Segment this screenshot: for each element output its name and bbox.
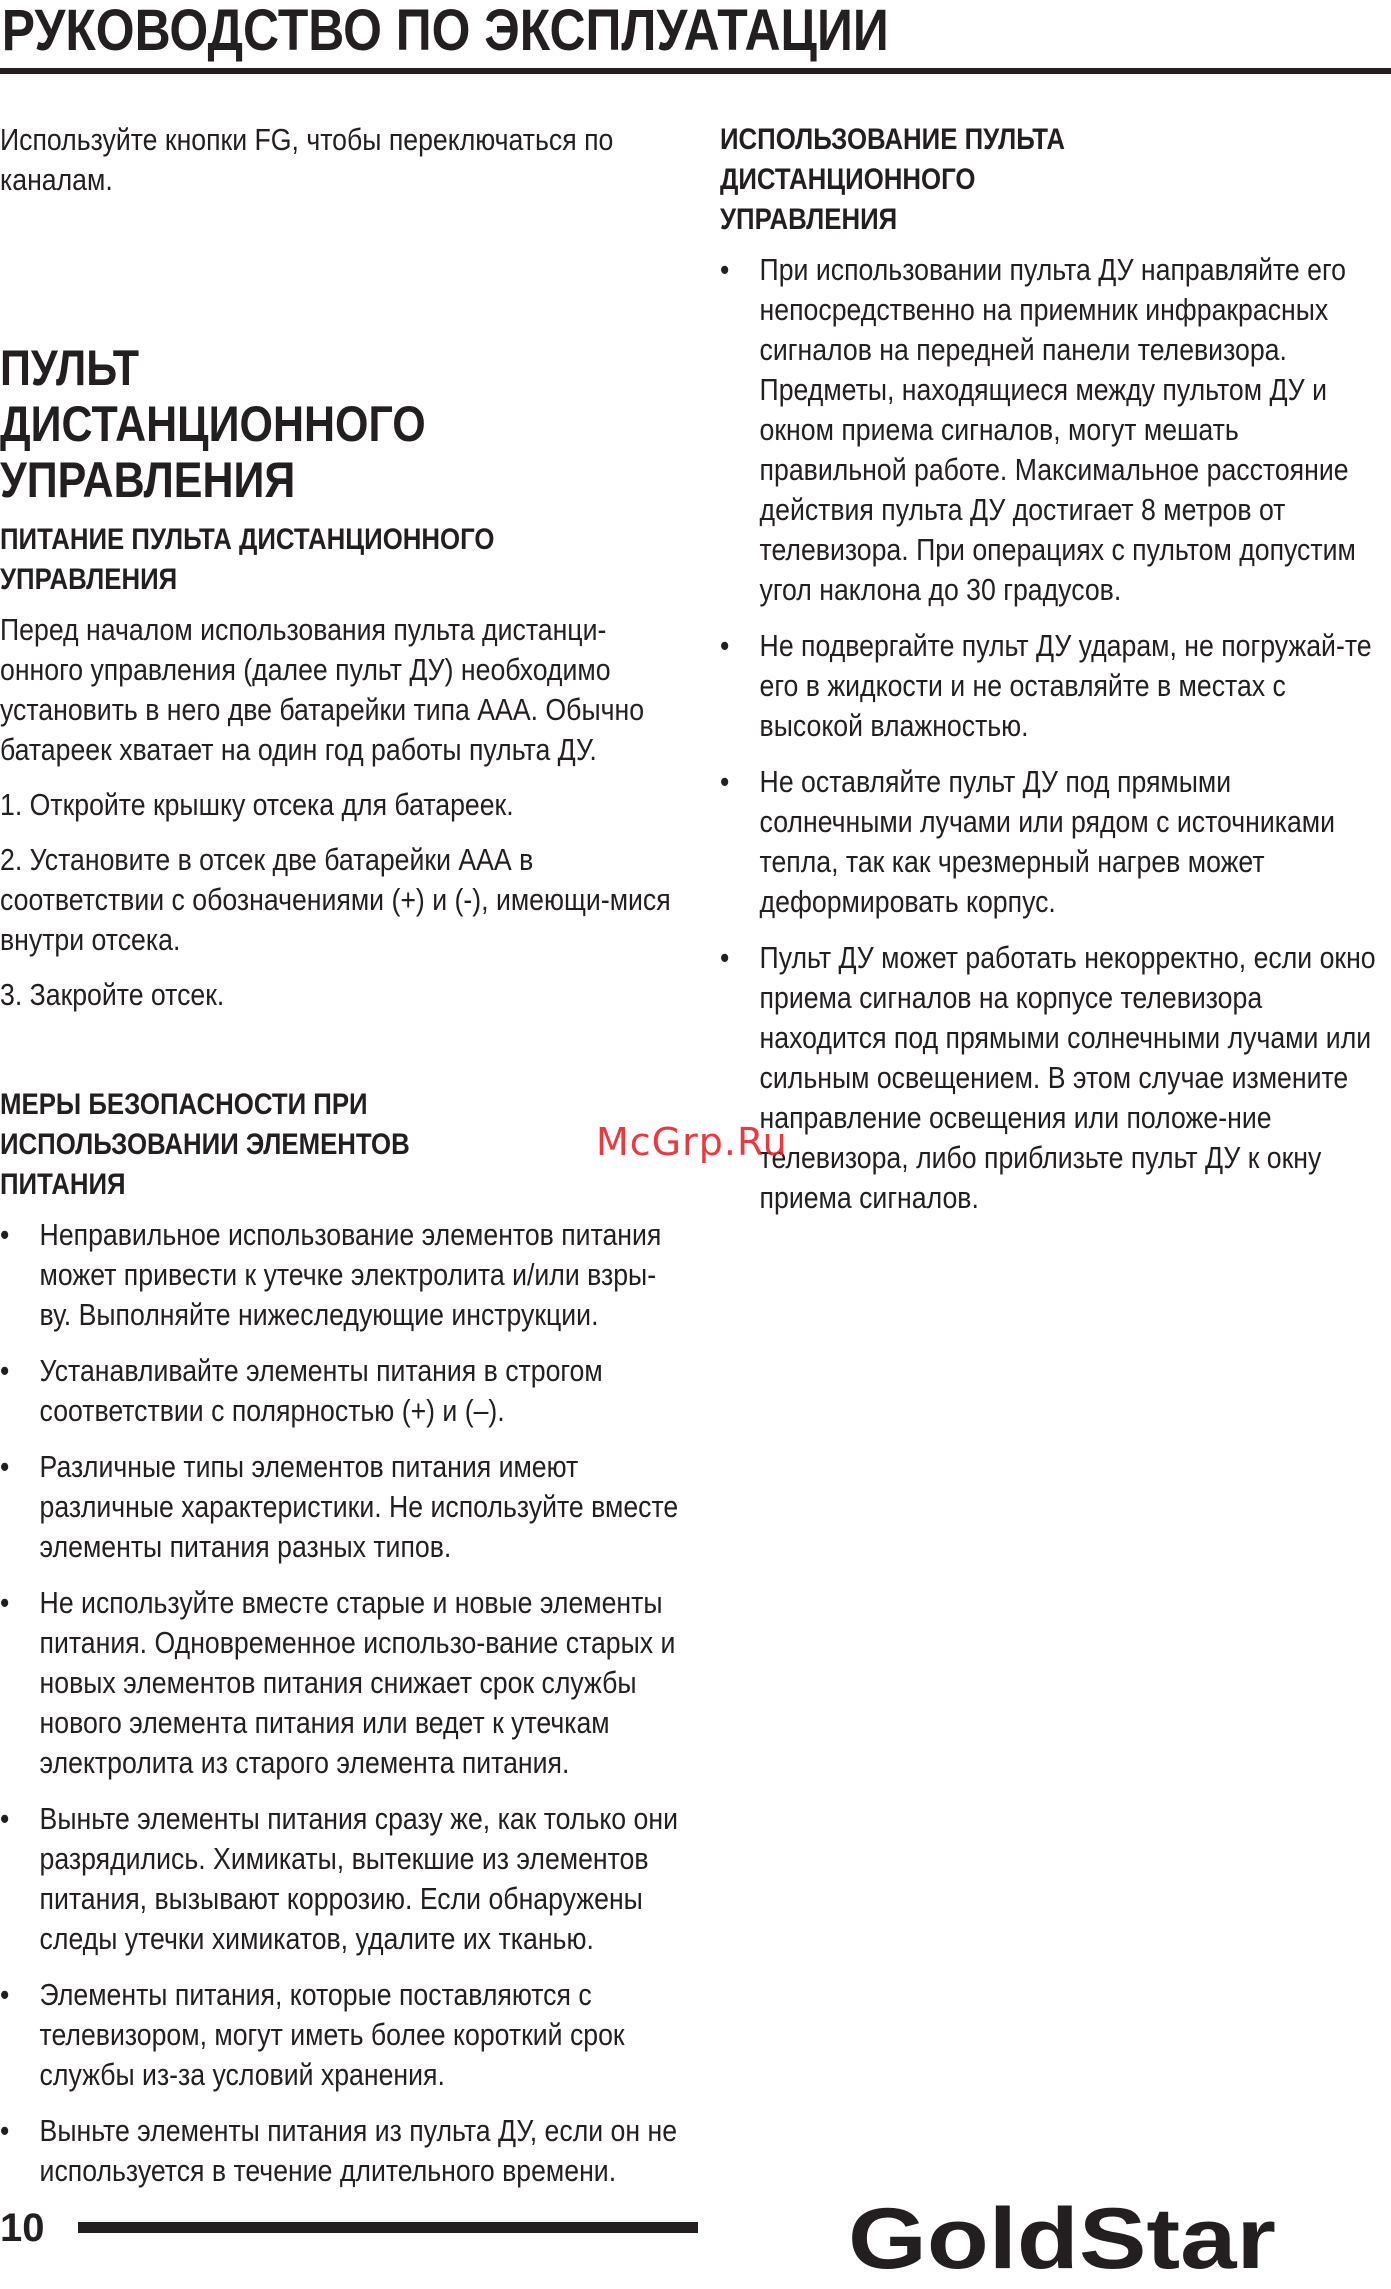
brand-logo-text: GoldStar bbox=[848, 2196, 1276, 2276]
list-item: • Не используйте вместе старые и новые элементы питания. Одновременное использо-вание старых и новых элементов питания снижает срок службы нового элемента питания или ведет к утечкам электролита из старого элемента питания. bbox=[0, 1585, 676, 1780]
page-number: 10 bbox=[0, 2206, 45, 2250]
section-title-remote: ПУЛЬТ ДИСТАНЦИОННОГО УПРАВЛЕНИЯ bbox=[0, 340, 426, 508]
bullet-icon: • bbox=[720, 940, 730, 975]
list-item: • При использовании пульта ДУ направляйте его непосредственно на приемник инфракрасных сигналов на передней панели телевизора. Предметы, находящиеся между пультом ДУ и окном приема сигналов, могут мешать правильной работе. Максимальное расстояние действия пульта ДУ достигает 8 метров от телевизора. При операциях с пультом допустим угол наклона до 30 градусов. bbox=[720, 252, 1356, 607]
intro-text: Используйте кнопки FG, чтобы переключаться по каналам. bbox=[0, 122, 614, 197]
bullet-icon: • bbox=[0, 1217, 10, 1252]
list-item: • Элементы питания, которые поставляются с телевизором, могут иметь более короткий срок службы из-за условий хранения. bbox=[0, 1977, 625, 2092]
bullet-icon: • bbox=[0, 1353, 10, 1388]
page-title: РУКОВОДСТВО ПО ЭКСПЛУАТАЦИИ bbox=[1, 0, 889, 63]
page-header bbox=[0, 0, 1391, 62]
bullet-icon: • bbox=[0, 2113, 10, 2148]
bullet-icon: • bbox=[720, 252, 730, 287]
list-item: • Неправильное использование элементов питания может привести к утечке электролита и/или взры-ву. Выполняйте нижеследующие инструкции. bbox=[0, 1217, 662, 1332]
footer-rule bbox=[78, 2222, 698, 2233]
bullet-icon: • bbox=[0, 1977, 10, 2012]
bullet-icon: • bbox=[0, 1449, 10, 1484]
bullet-icon: • bbox=[0, 1585, 10, 1620]
watermark: McGrp.Ru bbox=[596, 1120, 788, 1164]
power-text: Перед началом использования пульта дистанци-онного управления (далее пульт ДУ) необходимо установить в него две батарейки типа ААА. Обычно батареек хватает на один год работы пульта ДУ. bbox=[0, 612, 645, 767]
list-item: • Пульт ДУ может работать некорректно, если окно приема сигналов на корпусе телевизора находится под прямыми солнечными лучами или сильным освещением. В этом случае измените направление освещения или положе-ние телевизора, либо приблизьте пульт ДУ к окну приема сигналов. bbox=[720, 940, 1376, 1215]
usage-title: ИСПОЛЬЗОВАНИЕ ПУЛЬТА ДИСТАНЦИОННОГО УПРАВЛЕНИЯ bbox=[720, 123, 1065, 236]
step-3: 3. Закройте отсек. bbox=[0, 977, 225, 1012]
right-column bbox=[720, 120, 1391, 1234]
safety-list bbox=[0, 1215, 678, 2191]
list-item: • Выньте элементы питания из пульта ДУ, если он не используется в течение длительного времени. bbox=[0, 2113, 678, 2188]
power-title: ПИТАНИЕ ПУЛЬТА ДИСТАНЦИОННОГО УПРАВЛЕНИЯ bbox=[0, 523, 495, 596]
list-item: • Выньте элементы питания сразу же, как только они разрядились. Химикаты, вытекшие из элементов питания, вызывают коррозию. Если обнаружены следы утечки химикатов, удалите их тканью. bbox=[0, 1801, 678, 1956]
bullet-icon: • bbox=[720, 764, 730, 799]
step-1: 1. Откройте крышку отсека для батареек. bbox=[0, 787, 514, 822]
usage-list bbox=[720, 250, 1389, 1218]
list-item: • Не оставляйте пульт ДУ под прямыми солнечными лучами или рядом с источниками тепла, так как чрезмерный нагрев может деформировать корпус. bbox=[720, 764, 1336, 919]
bullet-icon: • bbox=[720, 628, 730, 663]
step-2: 2. Установите в отсек две батарейки ААА в соответствии с обозначениями (+) и (-), имеющи-мися внутри отсека. bbox=[0, 842, 671, 957]
list-item: • Различные типы элементов питания имеют различные характеристики. Не используйте вместе элементы питания разных типов. bbox=[0, 1449, 679, 1564]
safety-title: МЕРЫ БЕЗОПАСНОСТИ ПРИ ИСПОЛЬЗОВАНИИ ЭЛЕМЕНТОВ ПИТАНИЯ bbox=[0, 1088, 410, 1201]
list-item: • Устанавливайте элементы питания в строгом соответствии с полярностью (+) и (–). bbox=[0, 1353, 603, 1428]
bullet-icon: • bbox=[0, 1801, 10, 1836]
list-item: • Не подвергайте пульт ДУ ударам, не погружай-те его в жидкости и не оставляйте в местах с высокой влажностью. bbox=[720, 628, 1372, 743]
header-rule bbox=[0, 68, 1391, 74]
brand-logo bbox=[848, 2196, 1278, 2276]
left-column bbox=[0, 120, 680, 2207]
